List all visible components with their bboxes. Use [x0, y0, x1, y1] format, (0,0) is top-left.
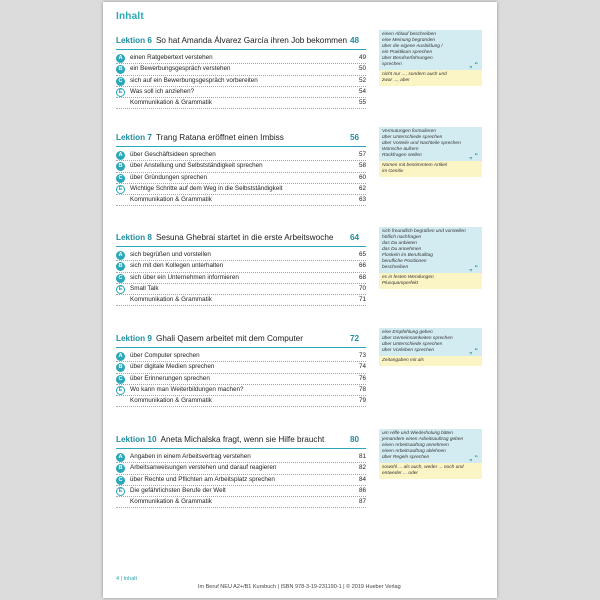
quote-icon: „ “	[469, 265, 478, 272]
lesson-page: 48	[350, 36, 360, 45]
topic-row[interactable]	[116, 53, 366, 64]
section-badge: B	[116, 65, 125, 74]
topic-text: über digitale Medien sprechen	[130, 363, 215, 371]
section-badge: E	[116, 285, 125, 294]
section-badge: A	[116, 54, 125, 63]
grammar-item: entweder ... oder	[382, 471, 418, 476]
learning-goals-box	[379, 227, 482, 289]
section-badge: B	[116, 262, 125, 271]
heading-rule	[116, 49, 366, 50]
lesson-number: Lektion 6	[116, 36, 152, 45]
quote-icon: „ “	[469, 348, 478, 355]
topic-text: Kommunikation & Grammatik	[130, 498, 212, 506]
lesson-title: Aneta Michalska fragt, wenn sie Hilfe braucht	[160, 435, 325, 444]
lesson-title: Sesuna Ghebrai startet in die erste Arbeitswoche	[155, 233, 334, 242]
topic-page: 57	[358, 151, 366, 158]
topic-page: 70	[358, 284, 366, 292]
topic-text: über Anstellung und Selbstständigkeit sprechen	[130, 162, 263, 170]
topic-row[interactable]	[116, 161, 366, 172]
topic-text: Kommunikation & Grammatik	[130, 397, 212, 405]
goal-item: berufliche Positionen	[382, 259, 427, 264]
topic-text: sich begrüßen und vorstellen	[130, 251, 211, 258]
topic-row[interactable]	[116, 173, 366, 184]
topic-page: 60	[358, 173, 366, 181]
grammar-goals	[379, 70, 482, 86]
lesson-number: Lektion 9	[116, 334, 152, 343]
topic-page: 82	[358, 464, 366, 472]
topic-page: 79	[358, 397, 366, 405]
goal-item: eine Empfehlung geben	[382, 330, 433, 335]
quote-icon: „ “	[469, 455, 478, 462]
topic-page: 86	[358, 486, 366, 494]
topic-text: sich mit den Kollegen unterhalten	[130, 262, 224, 270]
grammar-item: im Genitiv	[382, 169, 404, 174]
lesson-page: 72	[350, 334, 360, 343]
grammar-item: zwar ..., aber	[382, 78, 410, 83]
learning-goals-box	[379, 127, 482, 177]
topic-text: Angaben in einem Arbeitsvertrag verstehen	[130, 453, 251, 460]
topic-text: einen Ratgebertext verstehen	[130, 54, 213, 61]
goal-item: sich freundlich begrüßen und vorstellen	[382, 229, 466, 234]
topic-row[interactable]	[116, 452, 366, 463]
topic-text: Kommunikation & Grammatik	[130, 196, 212, 204]
topic-row[interactable]	[116, 385, 366, 396]
grammar-item: sowohl ... als auch, weder ... noch und	[382, 465, 464, 470]
goal-item: einen Arbeitsauftrag ablehnen	[382, 449, 446, 454]
section-badge: C	[116, 476, 125, 485]
grammar-goals	[379, 463, 482, 479]
learning-goals-box	[379, 429, 482, 479]
topic-page: 52	[358, 76, 366, 84]
topic-text: Wo kann man Weiterbildungen machen?	[130, 385, 244, 393]
lesson-number: Lektion 7	[116, 133, 152, 142]
topic-text: sich auf ein Bewerbungsgespräch vorbereiten	[130, 76, 258, 84]
topic-row[interactable]	[116, 374, 366, 385]
footer-imprint: Im Beruf NEU A2+/B1 Kursbuch | ISBN 978-3-19-231190-1 | © 2019 Hueber Verlag	[198, 584, 401, 590]
topic-row[interactable]	[116, 475, 366, 486]
grammar-item: nicht nur ..., sondern auch und	[382, 72, 447, 77]
section-badge: B	[116, 363, 125, 372]
topic-page: 81	[358, 453, 366, 460]
goal-item: das Du anbieten	[382, 241, 417, 246]
goal-item: das Du annehmen	[382, 247, 422, 252]
section-badge: E	[116, 185, 125, 194]
grammar-goals	[379, 356, 482, 366]
goal-item: einen Arbeitsauftrag annehmen	[382, 443, 449, 448]
topic-row[interactable]	[116, 184, 366, 195]
topic-page: 62	[358, 184, 366, 192]
section-badge: B	[116, 464, 125, 473]
page-title: Inhalt	[116, 11, 144, 22]
grammar-item: Plusquamperfekt	[382, 281, 418, 286]
section-badge: C	[116, 274, 125, 283]
topic-page: 68	[358, 273, 366, 281]
lesson-page: 64	[350, 233, 360, 242]
topic-page: 73	[358, 352, 366, 359]
topic-page: 58	[358, 162, 366, 170]
grammar-row[interactable]	[116, 98, 366, 109]
topic-page: 55	[358, 99, 366, 107]
goal-item: höflich nachfragen	[382, 235, 422, 240]
lesson-topics	[116, 452, 366, 508]
grammar-row[interactable]	[116, 195, 366, 206]
grammar-goals	[379, 273, 482, 289]
grammar-item: es in festen Wendungen	[382, 275, 434, 280]
heading-rule	[116, 246, 366, 247]
lesson-topics	[116, 250, 366, 306]
lesson-number: Lektion 8	[116, 233, 152, 242]
section-badge: E	[116, 88, 125, 97]
grammar-item: Zeitangaben mit als	[382, 358, 424, 363]
topic-text: Was soll ich anziehen?	[130, 87, 195, 95]
topic-page: 49	[358, 54, 366, 61]
goal-item: über die eigene Ausbildung /	[382, 44, 443, 49]
communication-goals	[379, 30, 482, 70]
lesson-section	[116, 229, 486, 306]
section-badge: C	[116, 375, 125, 384]
quote-icon: „ “	[469, 62, 478, 69]
section-badge: B	[116, 162, 125, 171]
lesson-title: Ghali Qasem arbeitet mit dem Computer	[155, 334, 303, 343]
section-badge: C	[116, 174, 125, 183]
topic-page: 54	[358, 87, 366, 95]
section-badge: A	[116, 453, 125, 462]
topic-text: Arbeitsanweisungen verstehen und darauf reagieren	[130, 464, 277, 472]
section-badge: A	[116, 352, 125, 361]
lesson-title: So hat Amanda Álvarez García ihren Job bekommen	[155, 36, 348, 45]
communication-goals	[379, 328, 482, 356]
goal-item: einen Ablauf beschreiben	[382, 32, 436, 37]
topic-page: 65	[358, 251, 366, 258]
goal-item: Rückfragen stellen	[382, 153, 422, 158]
topic-page: 78	[358, 385, 366, 393]
lesson-section	[116, 330, 486, 407]
goal-item: über Berufserfahrungen	[382, 56, 433, 61]
topic-row[interactable]	[116, 486, 366, 497]
topic-row[interactable]	[116, 150, 366, 161]
grammar-row[interactable]	[116, 396, 366, 407]
learning-goals-box	[379, 328, 482, 366]
section-badge: A	[116, 151, 125, 160]
goal-item: ein Praktikum sprechen	[382, 50, 433, 55]
goal-item: Floskeln im Berufsalltag	[382, 253, 433, 258]
communication-goals	[379, 429, 482, 463]
topic-text: ein Bewerbungsgespräch verstehen	[130, 65, 231, 73]
heading-rule	[116, 146, 366, 147]
lesson-section	[116, 32, 486, 109]
topic-text: Small Talk	[130, 284, 159, 292]
lesson-title: Trang Ratana eröffnet einen Imbiss	[155, 133, 284, 142]
topic-text: über Gründungen sprechen	[130, 173, 208, 181]
topic-text: Kommunikation & Grammatik	[130, 99, 212, 107]
goal-item: über Vorteile und Nachteile sprechen	[382, 141, 461, 146]
topic-row[interactable]	[116, 463, 366, 474]
lesson-section	[116, 129, 486, 206]
footer-page-ref: 4 | Inhalt	[116, 576, 137, 582]
goal-item: über Vorlieben sprechen	[382, 348, 435, 353]
topic-page: 71	[358, 296, 366, 304]
lesson-topics	[116, 351, 366, 407]
topic-page: 76	[358, 374, 366, 382]
lesson-section	[116, 431, 486, 508]
topic-row[interactable]	[116, 362, 366, 373]
learning-goals-box	[379, 30, 482, 86]
goal-item: über Regeln sprechen	[382, 455, 430, 460]
communication-goals	[379, 227, 482, 273]
grammar-row[interactable]	[116, 497, 366, 508]
communication-goals	[379, 127, 482, 161]
topic-row[interactable]	[116, 284, 366, 295]
goal-item: sprechen	[382, 62, 402, 67]
topic-page: 74	[358, 363, 366, 371]
topic-page: 87	[358, 498, 366, 506]
quote-icon: „ “	[469, 153, 478, 160]
goal-item: über Gemeinsamkeiten sprechen	[382, 336, 453, 341]
topic-text: über Rechte und Pflichten am Arbeitsplatz sprechen	[130, 475, 275, 483]
topic-page: 66	[358, 262, 366, 270]
toc-page	[103, 2, 497, 598]
grammar-goals	[379, 161, 482, 177]
grammar-item: Nomen mit bestimmtem Artikel	[382, 163, 448, 168]
grammar-row[interactable]	[116, 295, 366, 306]
topic-text: über Erinnerungen sprechen	[130, 374, 210, 382]
topic-row[interactable]	[116, 351, 366, 362]
topic-text: sich über ein Unternehmen informieren	[130, 273, 239, 281]
heading-rule	[116, 448, 366, 449]
topic-row[interactable]	[116, 250, 366, 261]
topic-row[interactable]	[116, 87, 366, 98]
lesson-number: Lektion 10	[116, 435, 157, 444]
section-badge: A	[116, 251, 125, 260]
goal-item: eine Meinung begründen	[382, 38, 436, 43]
goal-item: um Hilfe und Wiederholung bitten	[382, 431, 453, 436]
topic-text: Die gefährlichsten Berufe der Welt	[130, 486, 226, 494]
lesson-topics	[116, 150, 366, 206]
section-badge: E	[116, 487, 125, 496]
lesson-page: 80	[350, 435, 360, 444]
topic-text: Kommunikation & Grammatik	[130, 296, 212, 304]
heading-rule	[116, 347, 366, 348]
goal-item: jemandem einen Arbeitsauftrag geben	[382, 437, 464, 442]
goal-item: Vermutungen formulieren	[382, 129, 436, 134]
goal-item: beschreiben	[382, 265, 409, 270]
topic-page: 63	[358, 196, 366, 204]
section-badge: C	[116, 77, 125, 86]
topic-page: 50	[358, 65, 366, 73]
topic-text: Wichtige Schritte auf dem Weg in die Selbstständigkeit	[130, 184, 283, 192]
lesson-page: 56	[350, 133, 360, 142]
lesson-topics	[116, 53, 366, 109]
topic-row[interactable]	[116, 76, 366, 87]
topic-text: über Geschäftsideen sprechen	[130, 151, 216, 158]
topic-row[interactable]	[116, 64, 366, 75]
goal-item: Wünsche äußern	[382, 147, 419, 152]
goal-item: über Unterschiede sprechen	[382, 342, 443, 347]
topic-row[interactable]	[116, 261, 366, 272]
topic-page: 84	[358, 475, 366, 483]
topic-row[interactable]	[116, 273, 366, 284]
section-badge: E	[116, 386, 125, 395]
goal-item: über Unterschiede sprechen	[382, 135, 443, 140]
topic-text: über Computer sprechen	[130, 352, 200, 359]
